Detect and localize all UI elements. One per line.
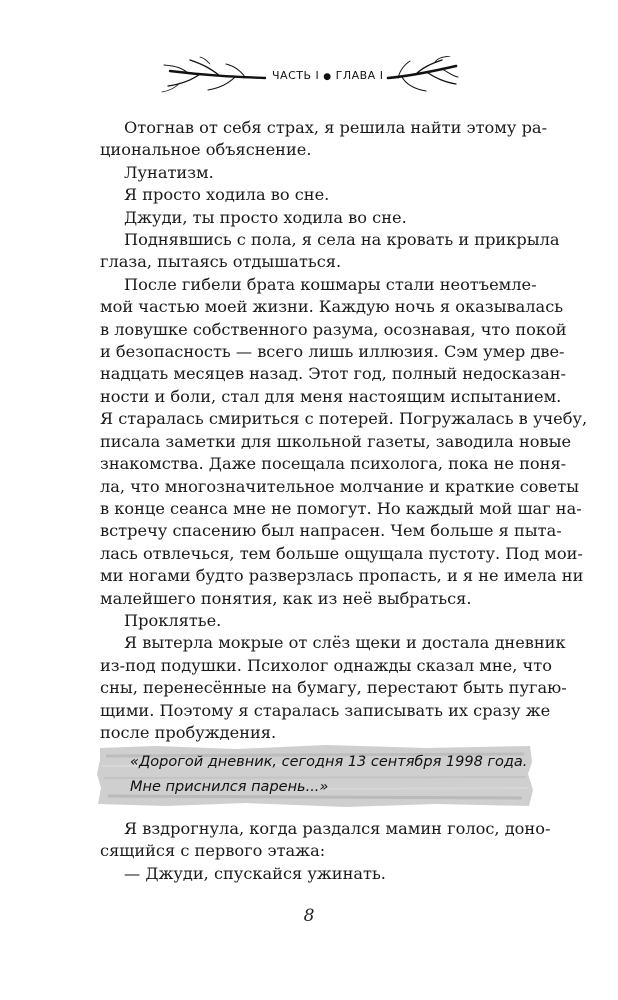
text-line: Лунатизм. <box>124 162 214 182</box>
paragraph <box>100 818 551 863</box>
text-line: Отогнав от себя страх, я решила найти этому ра- <box>124 118 548 137</box>
paragraph <box>100 632 567 744</box>
text-line: Я просто ходила во сне. <box>124 185 330 205</box>
diary-line: «Дорогой дневник, сегодня 13 сентября 1998 года. <box>130 754 528 770</box>
diary-banner <box>96 744 534 808</box>
paragraph <box>100 274 588 610</box>
text-line: надцать месяцев назад. Этот год, полный недосказан- <box>100 364 567 384</box>
text-line: встречу спасению был напрасен. Чем больше я пыта- <box>100 521 562 541</box>
paragraph <box>100 162 530 184</box>
text-line: щими. Поэтому я старалась записывать их сразу же <box>100 700 551 720</box>
main-text-continued <box>100 818 551 885</box>
text-line: После гибели брата кошмары стали неотъемле- <box>124 274 537 294</box>
text-line: ности и боли, стал для меня настоящим испытанием. <box>100 386 562 406</box>
paragraph <box>100 610 530 632</box>
paragraph <box>100 229 560 274</box>
header-chapter: ГЛАВА I <box>335 69 384 82</box>
paragraph <box>100 863 530 885</box>
page-number: 8 <box>303 906 315 926</box>
text-line: в конце сеанса мне не помогут. Но каждый мой шаг на- <box>100 498 582 518</box>
text-line: циональное объяснение. <box>100 140 312 160</box>
text-line: Джуди, ты просто ходила во сне. <box>124 207 407 227</box>
text-line: ми ногами будто разверзлась пропасть, и я не имела ни <box>100 566 584 586</box>
text-line: лась отвлечься, тем больше ощущала пустоту. Под мои- <box>100 543 583 563</box>
text-line: Проклятье. <box>124 610 222 630</box>
text-line: знакомства. Даже посещала психолога, пока не поня- <box>100 454 567 474</box>
text-line: Поднявшись с пола, я села на кровать и прикрыла <box>124 230 560 250</box>
text-line: ла, что многозначительное молчание и краткие советы <box>100 476 580 496</box>
diary-entry <box>130 750 528 800</box>
text-line: писала заметки для школьной газеты, заводила новые <box>100 431 572 451</box>
text-line: и безопасность — всего лишь иллюзия. Сэм умер две- <box>100 342 565 362</box>
text-line: малейшего понятия, как из неё выбраться. <box>100 588 472 608</box>
paragraph <box>100 207 530 229</box>
text-line: Я вытерла мокрые от слёз щеки и достала дневник <box>124 633 566 653</box>
main-text <box>100 117 588 744</box>
text-line: — Джуди, спускайся ужинать. <box>124 863 386 883</box>
running-header <box>160 56 460 96</box>
paragraph <box>100 184 530 206</box>
text-line: Я вздрогнула, когда раздался мамин голос, доно- <box>124 819 551 838</box>
header-part: ЧАСТЬ I <box>272 69 320 82</box>
text-line: из-под подушки. Психолог однажды сказал мне, что <box>100 655 552 675</box>
paragraph <box>100 117 548 162</box>
text-line: сящийся с первого этажа: <box>100 841 326 861</box>
text-line: Я старалась смириться с потерей. Погружалась в учебу, <box>100 409 588 429</box>
text-line: глаза, пытаясь отдышаться. <box>100 252 342 272</box>
text-line: сны, перенесённые на бумагу, перестают быть пугаю- <box>100 678 567 698</box>
header-title <box>272 69 382 82</box>
diary-line: Мне приснился парень...» <box>130 779 329 795</box>
text-line: после пробуждения. <box>100 722 277 742</box>
text-line: в ловушке собственного разума, осознавая, что покой <box>100 319 567 339</box>
header-separator: ● <box>323 72 332 82</box>
text-line: мой частью моей жизни. Каждую ночь я оказывалась <box>100 297 564 317</box>
